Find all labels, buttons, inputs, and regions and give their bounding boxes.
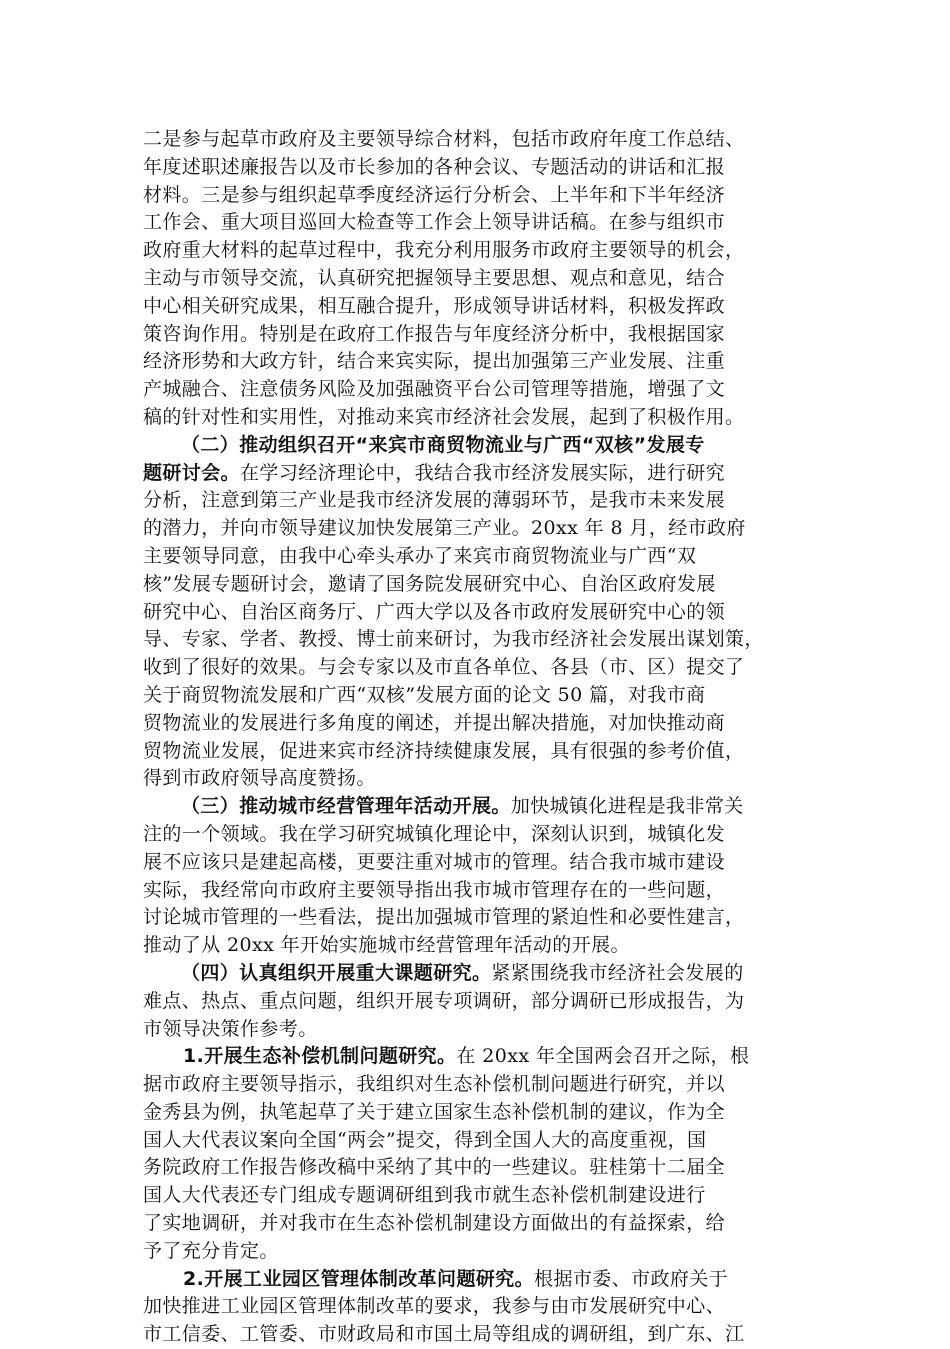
text-line-36 <box>143 1099 823 1127</box>
text-run: 核”发展专题研讨会，邀请了国务院发展研究中心、自治区政府发展 <box>143 572 716 595</box>
text-run: 据市政府主要领导指示，我组织对生态补偿机制问题进行研究，并以 <box>143 1073 726 1096</box>
text-line-18 <box>143 599 823 627</box>
text-run: 加快推进工业园区管理体制改革的要求，我参与由市发展研究中心、 <box>143 1295 726 1318</box>
text-run: 紧紧围绕我市经济社会发展的 <box>491 961 744 984</box>
text-line-3 <box>143 182 823 210</box>
text-run: 了实地调研，并对我市在生态补偿机制建设方面做出的有益探索，给 <box>143 1212 726 1235</box>
text-line-27 <box>143 849 823 877</box>
text-run: 市工信委、工管委、市财政局和市国土局等组成的调研组，到广东、江 <box>143 1323 745 1346</box>
subsection-heading-1 <box>143 1043 823 1071</box>
text-line-26 <box>143 821 823 849</box>
section-heading-3 <box>143 793 823 821</box>
text-line-5 <box>143 237 823 265</box>
text-run: 国人大代表议案向全国“两会”提交，得到全国人大的高度重视，国 <box>143 1128 707 1151</box>
text-line-14 <box>143 487 823 515</box>
text-line-15 <box>143 515 823 543</box>
heading-run: 2.开展工业园区管理体制改革问题研究。 <box>183 1267 535 1290</box>
text-line-17 <box>143 571 823 599</box>
text-run: 工作会、重大项目巡回大检查等工作会上领导讲话稿。在参与组织市 <box>143 211 726 234</box>
text-run: 得到市政府领导高度赞扬。 <box>143 767 376 790</box>
text-line-9 <box>143 348 823 376</box>
text-line-33 <box>143 1016 823 1044</box>
text-run: 的潜力，并向市领导建议加快发展第三产业。20xx 年 8 月，经市政府 <box>143 517 746 540</box>
text-run: 予了充分肯定。 <box>143 1239 279 1262</box>
text-run: 贸物流业的发展进行多角度的阐述，并提出解决措施，对加快推动商 <box>143 711 726 734</box>
text-run: 务院政府工作报告修改稿中采纳了其中的一些建议。驻桂第十二届全 <box>143 1156 726 1179</box>
text-run: 二是参与起草市政府及主要领导综合材料，包括市政府年度工作总结、 <box>143 128 745 150</box>
text-run: 金秀县为例，执笔起草了关于建立国家生态补偿机制的建议，作为全 <box>143 1100 726 1123</box>
text-run: 关于商贸物流发展和广西“双核”发展方面的论文 50 篇，对我市商 <box>143 683 706 706</box>
section-heading-2 <box>143 432 823 460</box>
heading-run: 1.开展生态补偿机制问题研究。 <box>183 1045 457 1068</box>
text-run: 分析，注意到第三产业是我市经济发展的薄弱环节，是我市未来发展 <box>143 489 726 512</box>
text-run: 收到了很好的效果。与会专家以及市直各单位、各县（市、区）提交了 <box>143 656 745 679</box>
text-run: 中心相关研究成果，相互融合提升，形成领导讲话材料，积极发挥政 <box>143 294 726 317</box>
text-run: 材料。三是参与组织起草季度经济运行分析会、上半年和下半年经济 <box>143 183 726 206</box>
text-run: 经济形势和大政方针，结合来宾实际，提出加强第三产业发展、注重 <box>143 350 726 373</box>
text-line-41 <box>143 1238 823 1266</box>
text-line-1 <box>143 126 823 154</box>
heading-run: 题研讨会。 <box>143 461 241 484</box>
text-line-13 <box>143 460 823 488</box>
text-run: 在 20xx 年全国两会召开之际，根 <box>456 1045 750 1068</box>
text-line-23 <box>143 738 823 766</box>
text-run: 年度述职述廉报告以及市长参加的各种会议、专题活动的讲话和汇报 <box>143 155 726 178</box>
text-run: 市领导决策作参考。 <box>143 1017 318 1040</box>
text-line-28 <box>143 877 823 905</box>
text-run: 在学习经济理论中，我结合我市经济发展实际，进行研究 <box>240 461 726 484</box>
text-line-37 <box>143 1127 823 1155</box>
text-line-8 <box>143 321 823 349</box>
text-run: 注的一个领域。我在学习研究城镇化理论中，深刻认识到，城镇化发 <box>143 822 726 845</box>
text-line-39 <box>143 1182 823 1210</box>
text-line-30 <box>143 932 823 960</box>
text-run: 根据市委、市政府关于 <box>534 1267 729 1290</box>
text-line-19 <box>143 626 823 654</box>
document-body <box>143 126 823 1349</box>
text-line-22 <box>143 710 823 738</box>
text-run: 政府重大材料的起草过程中，我充分利用服务市政府主要领导的机会， <box>143 239 745 262</box>
section-heading-4 <box>143 960 823 988</box>
text-run: 实际，我经常向市政府主要领导指出我市城市管理存在的一些问题， <box>143 878 726 901</box>
text-run: 主动与市领导交流，认真研究把握领导主要思想、观点和意见，结合 <box>143 266 726 289</box>
text-run: 推动了从 20xx 年开始实施城市经营管理年活动的开展。 <box>143 934 630 957</box>
text-line-6 <box>143 265 823 293</box>
text-line-35 <box>143 1071 823 1099</box>
text-line-24 <box>143 765 823 793</box>
text-line-32 <box>143 988 823 1016</box>
text-line-11 <box>143 404 823 432</box>
text-line-44 <box>143 1321 823 1349</box>
text-line-4 <box>143 209 823 237</box>
text-line-21 <box>143 682 823 710</box>
heading-run: （二）推动组织召开“来宾市商贸物流业与广西“双核”发展专 <box>181 433 705 456</box>
text-line-2 <box>143 154 823 182</box>
text-run: 导、专家、学者、教授、博士前来研讨，为我市经济社会发展出谋划策， <box>143 628 764 651</box>
text-line-43 <box>143 1293 823 1321</box>
text-run: 讨论城市管理的一些看法，提出加强城市管理的紧迫性和必要性建言， <box>143 906 745 929</box>
text-run: 策咨询作用。特别是在政府工作报告与年度经济分析中，我根据国家 <box>143 322 726 345</box>
text-line-38 <box>143 1154 823 1182</box>
text-run: 展不应该只是建起高楼，更要注重对城市的管理。结合我市城市建设 <box>143 850 726 873</box>
text-run: 产城融合、注意债务风险及加强融资平台公司管理等措施，增强了文 <box>143 378 726 401</box>
text-run: 贸物流业发展，促进来宾市经济持续健康发展，具有很强的参考价值， <box>143 739 745 762</box>
heading-run: （四）认真组织开展重大课题研究。 <box>181 961 492 984</box>
text-run: 国人大代表还专门组成专题调研组到我市就生态补偿机制建设进行 <box>143 1184 706 1207</box>
text-line-7 <box>143 293 823 321</box>
text-run: 主要领导同意，由我中心牵头承办了来宾市商贸物流业与广西“双 <box>143 544 697 567</box>
text-line-20 <box>143 654 823 682</box>
text-run: 稿的针对性和实用性，对推动来宾市经济社会发展，起到了积极作用。 <box>143 405 745 428</box>
text-run: 研究中心、自治区商务厅、广西大学以及各市政府发展研究中心的领 <box>143 600 726 623</box>
heading-run: （三）推动城市经营管理年活动开展。 <box>181 795 511 818</box>
text-line-10 <box>143 376 823 404</box>
text-line-29 <box>143 904 823 932</box>
text-run: 加快城镇化进程是我非常关 <box>510 795 744 818</box>
text-line-16 <box>143 543 823 571</box>
text-line-40 <box>143 1210 823 1238</box>
subsection-heading-2 <box>143 1266 823 1294</box>
text-run: 难点、热点、重点问题，组织开展专项调研，部分调研已形成报告，为 <box>143 989 745 1012</box>
